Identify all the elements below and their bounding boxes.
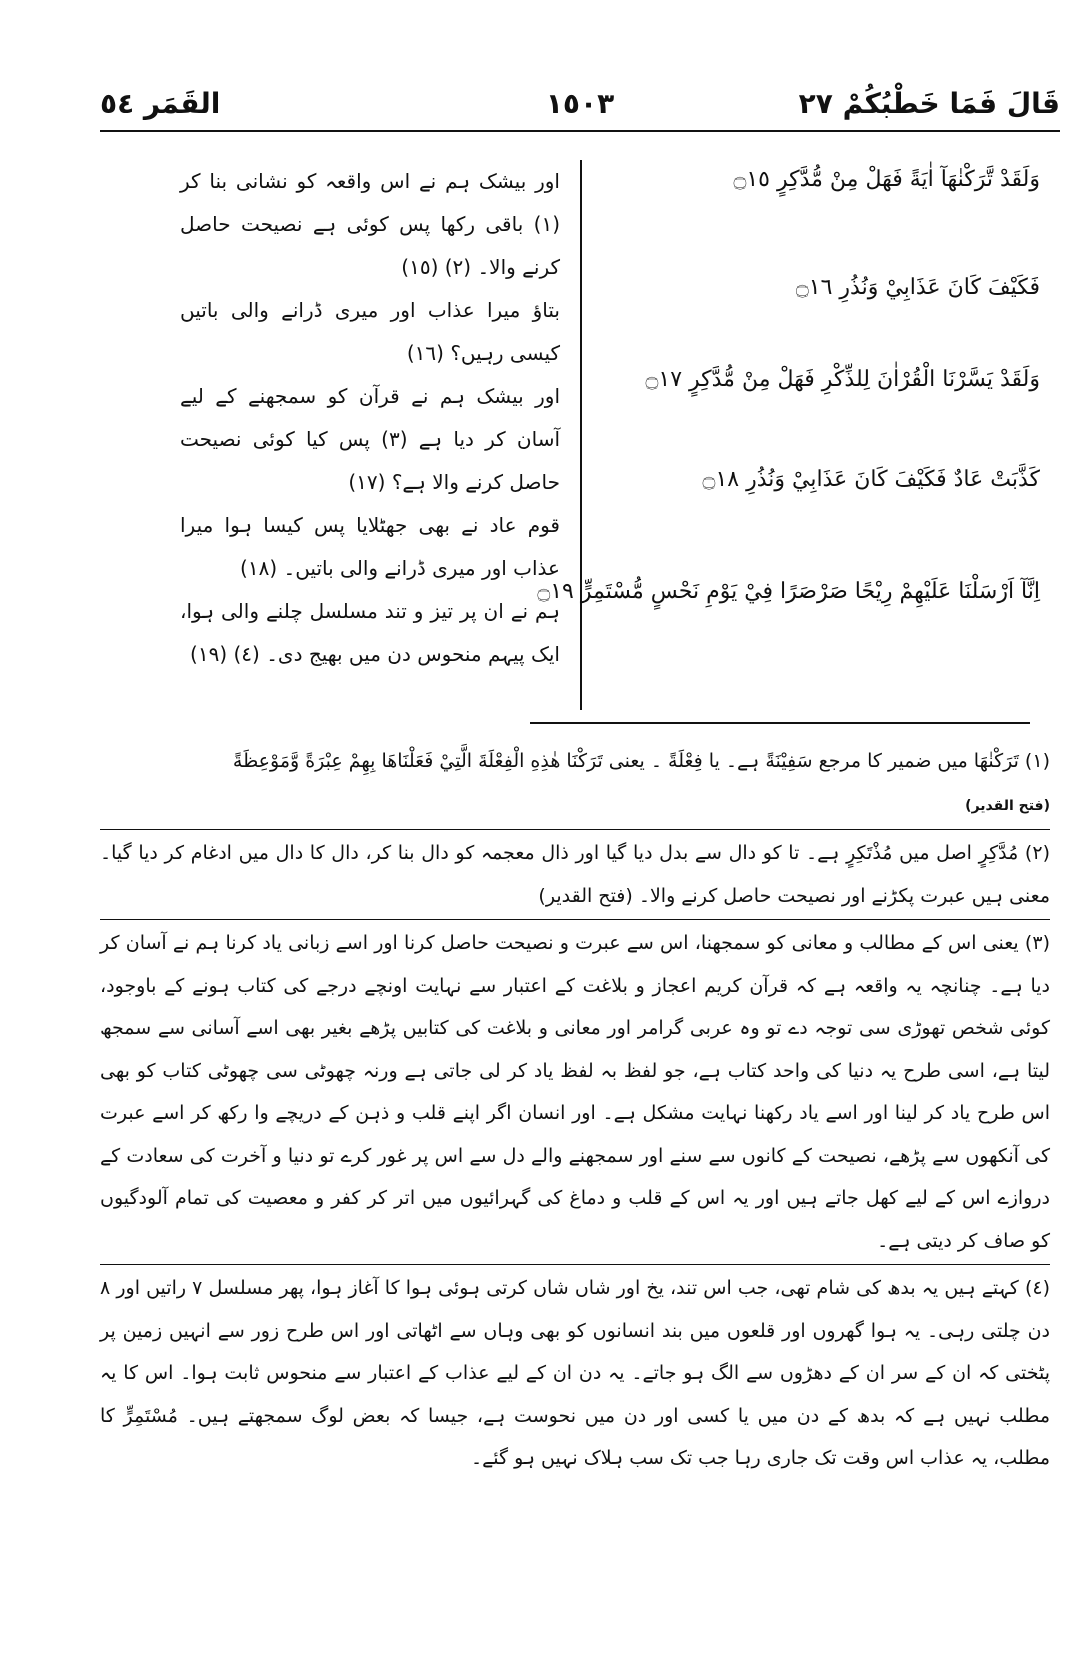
ayah-17-arabic: وَلَقَدْ يَسَّرْنَا الْقُرْاٰنَ لِلذِّكْرِ فَهَلْ مِنْ مُّدَّكِرٍ ۝١٧ bbox=[645, 367, 1040, 392]
footnote-3: (٣) یعنی اس کے مطالب و معانی کو سمجھنا، اس سے عبرت و نصیحت حاصل کرنا اور اسے زبانی یاد کرنا ہم نے آسان کر دیا ہے۔ چنانچہ یہ واقعہ ہے کہ قرآن کریم اعجاز و بلاغت کے اعتبار سے نہایت اونچے درجے کی کتاب ہونے کے باوجود، کوئی شخص تھوڑی سی توجہ دے تو وہ عربی گرامر اور معانی و بلاغت کی کتابیں پڑھے بغیر بھی اسے آسانی سے سمجھ لیتا ہے، اسی طرح یہ دنیا کی واحد کتاب ہے، جو لفظ بہ لفظ یاد کر لی جاتی ہے ورنہ چھوٹی سی چھوٹی کتاب کو بھی اس طرح یاد کر لینا اور اسے یاد رکھنا نہایت مشکل ہے۔ اور انسان اگر اپنے قلب و ذہن کے دریچے وا رکھ کر اسے عبرت کی آنکھوں سے پڑھے، نصیحت کے کانوں سے سنے اور سمجھنے والے دل سے اس پر غور کرے تو دنیا و آخرت کی سعادت کے دروازے اس کے لیے کھل جاتے ہیں اور یہ اس کے قلب و دماغ کی گہرائیوں میں اتر کر کفر و معصیت کی تمام آلودگیوں کو صاف کر دیتی ہے۔ bbox=[100, 932, 1050, 1252]
urdu-translation bbox=[180, 160, 560, 676]
ayah-18-translation: قوم عاد نے بھی جھٹلایا پس کیسا ہوا میرا عذاب اور میری ڈرانے والی باتیں۔ (١٨) bbox=[180, 513, 560, 580]
footnote-separator bbox=[530, 722, 1030, 724]
footnote-rule bbox=[100, 829, 1050, 830]
ayah-19-translation: ہم نے ان پر تیز و تند مسلسل چلنے والی ہوا، ایک پیہم منحوس دن میں بھیج دی۔ (٤) (١٩) bbox=[180, 599, 560, 666]
page-number: ١٥٠٣ bbox=[545, 87, 615, 120]
ayah-16-arabic: فَكَيْفَ كَانَ عَذَابِيْ وَنُذُرِ ۝١٦ bbox=[795, 275, 1040, 300]
footnote-rule bbox=[100, 919, 1050, 920]
footnotes bbox=[100, 740, 1050, 1480]
ayah-15-translation: اور بیشک ہم نے اس واقعہ کو نشانی بنا کر (١) باقی رکھا پس کوئی ہے نصیحت حاصل کرنے والا۔ (٢) (١٥) bbox=[180, 169, 560, 279]
ayah-15-arabic: وَلَقَدْ تَّرَكْنٰهَآ اٰيَةً فَهَلْ مِنْ مُّدَّكِرٍ ۝١٥ bbox=[733, 167, 1040, 192]
header-rule bbox=[100, 130, 1060, 132]
footnote-1: (١) تَرَكْنٰهَا میں ضمیر کا مرجع سَفِيْنَةً ہے۔ یا فِعْلَةً ۔ یعنی تَرَكْنَا هٰذِهِ الْفِعْلَةَ الَّتِيْ فَعَلْنَاهَا بِهِمْ عِبْرَةً وَّمَوْعِظَةً bbox=[232, 750, 1050, 772]
ayah-16-translation: بتاؤ میرا عذاب اور میری ڈرانے والی باتیں کیسی رہیں؟ (١٦) bbox=[180, 298, 560, 365]
page-header bbox=[100, 82, 1060, 126]
ayah-18-arabic: كَذَّبَتْ عَادٌ فَكَيْفَ كَانَ عَذَابِيْ وَنُذُرِ ۝١٨ bbox=[702, 467, 1040, 492]
footnote-1-source: (فتح القدیر) bbox=[965, 797, 1050, 814]
footnote-rule bbox=[100, 1264, 1050, 1265]
footnote-2: (٢) مُدَّكِرٍ اصل میں مُذْتَكِرٍ ہے۔ تا کو دال سے بدل دیا گیا اور ذال معجمہ کو دال بنا کر، دال کا دال میں ادغام کر دیا گیا۔ معنی ہیں عبرت پکڑنے اور نصیحت حاصل کرنے والا۔ (فتح القدیر) bbox=[100, 842, 1050, 907]
para-title: قَالَ فَمَا خَطْبُكُمْ ٢٧ bbox=[798, 87, 1060, 120]
ayah-17-translation: اور بیشک ہم نے قرآن کو سمجھنے کے لیے آسان کر دیا ہے (٣) پس کیا کوئی نصیحت حاصل کرنے والا ہے؟ (١٧) bbox=[180, 384, 561, 494]
ayah-19-arabic: اِنَّآ اَرْسَلْنَا عَلَيْهِمْ رِيْحًا صَرْصَرًا فِيْ يَوْمِ نَحْسٍ مُّسْتَمِرٍّ ۝١٩ bbox=[537, 579, 1040, 604]
footnote-4: (٤) کہتے ہیں یہ بدھ کی شام تھی، جب اس تند، یخ اور شاں شاں کرتی ہوئی ہوا کا آغاز ہوا، پھر مسلسل ٧ راتیں اور ٨ دن چلتی رہی۔ یہ ہوا گھروں اور قلعوں میں بند انسانوں کو بھی وہاں سے اٹھاتی اور اس طرح زور سے انہیں زمین پر پٹختی کہ ان کے سر ان کے دھڑوں سے الگ ہو جاتے۔ یہ دن ان کے لیے عذاب کے اعتبار سے منحوس ثابت ہوا۔ اس کا یہ مطلب نہیں ہے کہ بدھ کے دن میں یا کسی اور دن میں نحوست ہے، جیسا کہ بعض لوگ سمجھتے ہیں۔ مُسْتَمِرٍّ کا مطلب، یہ عذاب اس وقت تک جاری رہا جب تک سب ہلاک نہیں ہو گئے۔ bbox=[100, 1277, 1051, 1469]
surah-title: القَمَر ٥٤ bbox=[100, 87, 221, 120]
column-divider bbox=[580, 160, 582, 710]
